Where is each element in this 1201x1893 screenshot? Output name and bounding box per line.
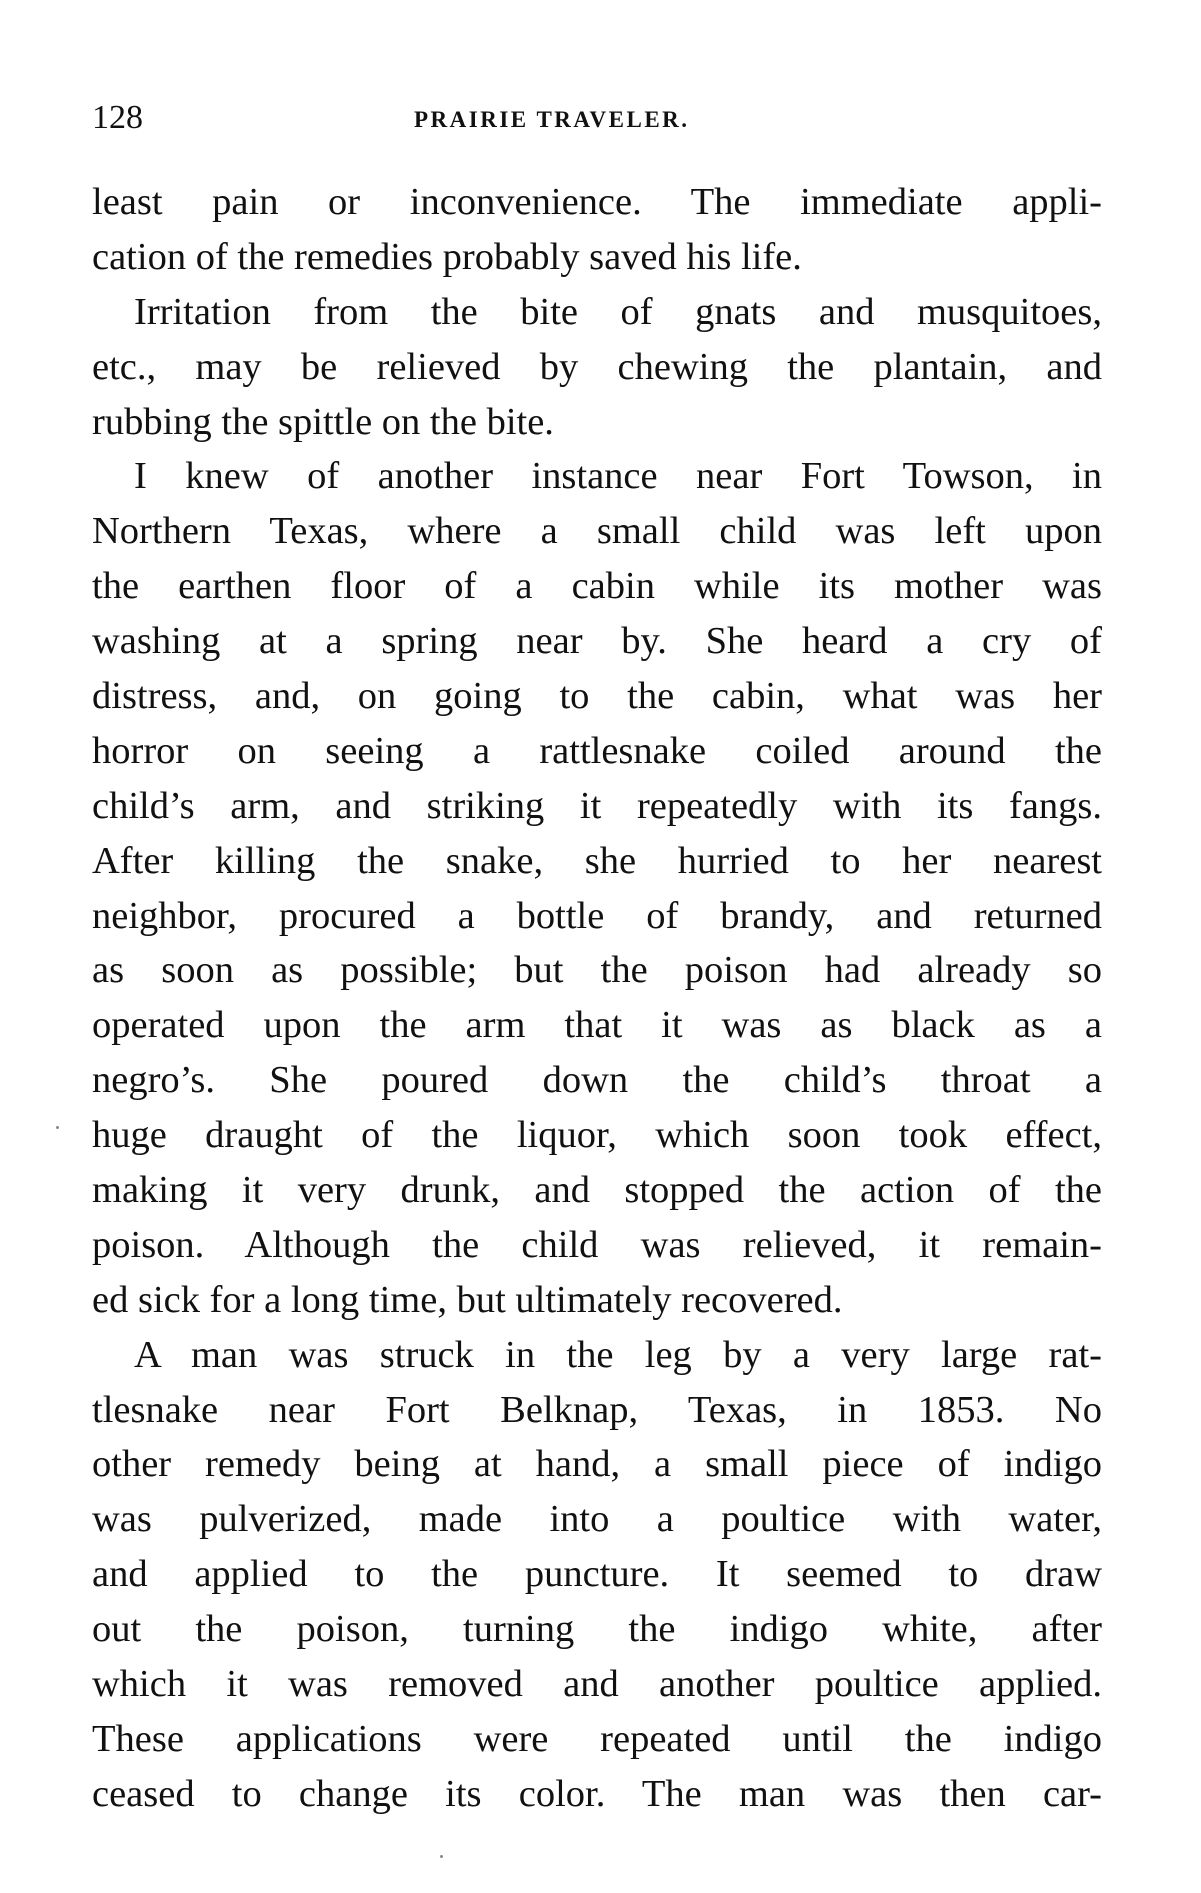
text-line: washing at a spring near by. She heard a cry of bbox=[92, 620, 1102, 663]
text-line: which it was removed and another poultice applied. bbox=[92, 1663, 1102, 1706]
running-title: PRAIRIE TRAVELER. bbox=[414, 107, 690, 132]
text-line: These applications were repeated until the indigo bbox=[92, 1717, 1102, 1760]
text-line: ed sick for a long time, but ultimately recovered. bbox=[92, 1278, 843, 1321]
text-line: ceased to change its color. The man was then car- bbox=[92, 1772, 1102, 1815]
text-line: huge draught of the liquor, which soon took effect, bbox=[92, 1114, 1102, 1157]
text-line: neighbor, procured a bottle of brandy, and returned bbox=[92, 894, 1102, 937]
text-line: other remedy being at hand, a small piece of indigo bbox=[92, 1443, 1102, 1486]
text-line: making it very drunk, and stopped the action of the bbox=[92, 1169, 1102, 1212]
text-line: negro’s. She poured down the child’s throat a bbox=[92, 1059, 1102, 1102]
running-head bbox=[92, 98, 1102, 138]
text-line: and applied to the puncture. It seemed to draw bbox=[92, 1553, 1102, 1596]
body-text bbox=[92, 175, 1102, 1822]
text-line: tlesnake near Fort Belknap, Texas, in 1853. No bbox=[92, 1388, 1102, 1431]
text-line: operated upon the arm that it was as black as a bbox=[92, 1004, 1102, 1047]
text-line: rubbing the spittle on the bite. bbox=[92, 400, 554, 443]
paper-speck bbox=[56, 1126, 59, 1129]
text-line: as soon as possible; but the poison had already so bbox=[92, 949, 1102, 992]
paragraph-start-line: I knew of another instance near Fort Towson, in bbox=[134, 455, 1102, 498]
text-line: out the poison, turning the indigo white, after bbox=[92, 1608, 1102, 1651]
text-line: the earthen floor of a cabin while its mother was bbox=[92, 565, 1102, 608]
paper-speck bbox=[440, 1855, 443, 1858]
text-line: horror on seeing a rattlesnake coiled around the bbox=[92, 729, 1102, 772]
text-line: Northern Texas, where a small child was left upon bbox=[92, 510, 1102, 553]
text-line: After killing the snake, she hurried to her nearest bbox=[92, 839, 1102, 882]
text-line: distress, and, on going to the cabin, what was her bbox=[92, 675, 1102, 718]
page-number: 128 bbox=[92, 99, 143, 136]
text-line: was pulverized, made into a poultice with water, bbox=[92, 1498, 1102, 1541]
text-line: least pain or inconvenience. The immediate appli- bbox=[92, 181, 1102, 223]
text-line: cation of the remedies probably saved his life. bbox=[92, 235, 802, 278]
text-line: etc., may be relieved by chewing the plantain, and bbox=[92, 345, 1102, 388]
text-line: poison. Although the child was relieved, it remain- bbox=[92, 1223, 1102, 1266]
text-line: child’s arm, and striking it repeatedly with its fangs. bbox=[92, 784, 1102, 827]
paragraph-start-line: Irritation from the bite of gnats and musquitoes, bbox=[134, 290, 1102, 333]
paragraph-start-line: A man was struck in the leg by a very large rat- bbox=[134, 1333, 1102, 1376]
